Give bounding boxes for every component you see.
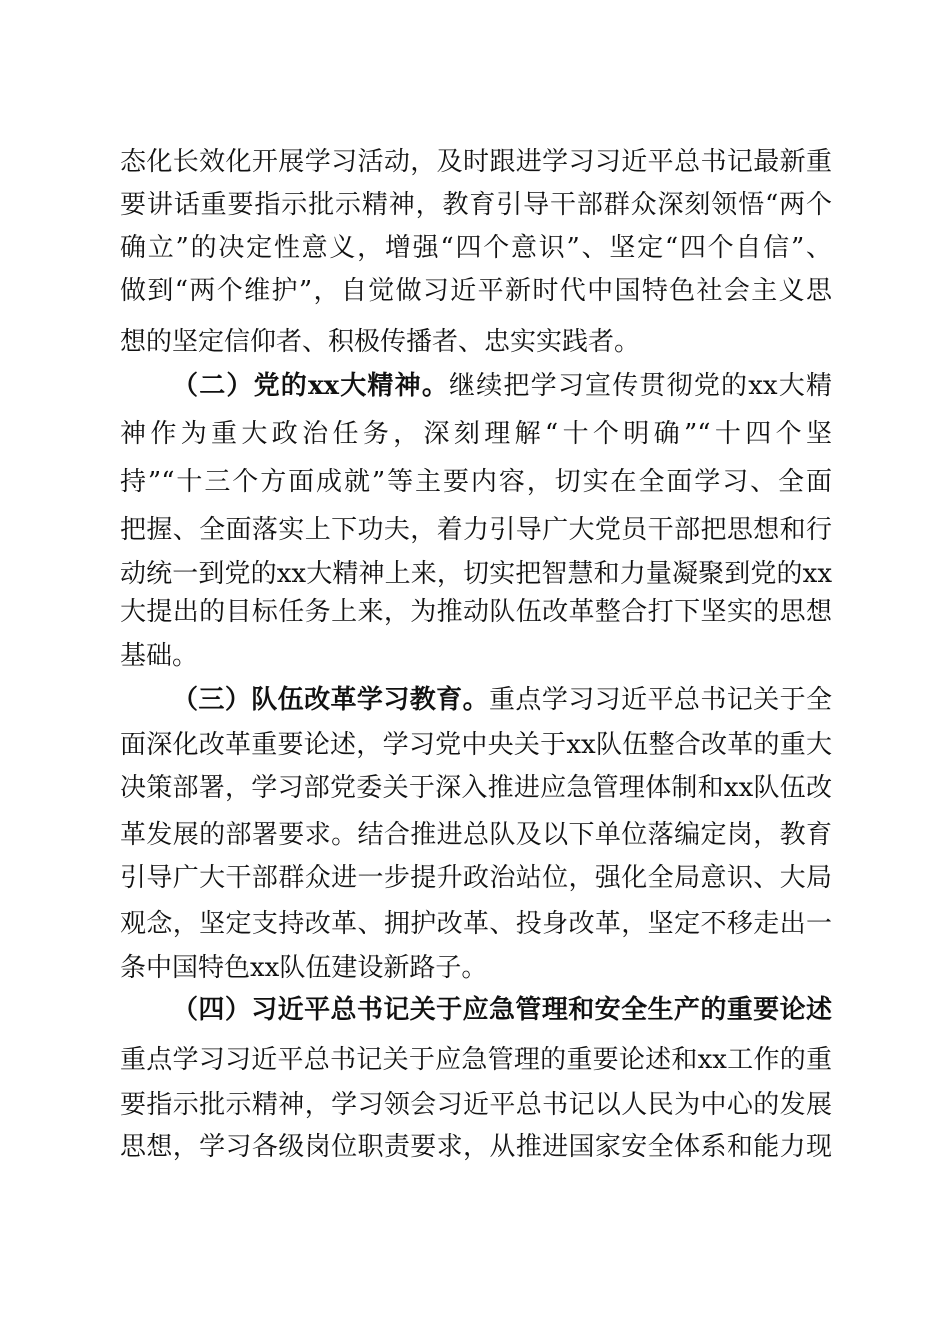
body-line: 确立”的决定性意义，增强“四个意识”、坚定“四个自信”、	[120, 233, 832, 263]
section-heading-2-text: 继续把学习宣传贯彻党的xx大精	[449, 371, 832, 401]
section-heading-2-line	[172, 366, 832, 406]
section-heading-2: （二）党的xx大精神。	[172, 371, 450, 401]
section-heading-3-line	[172, 680, 832, 720]
body-line: 大提出的目标任务上来，为推动队伍改革整合打下坚实的思想	[120, 597, 832, 627]
body-line: 态化长效化开展学习活动，及时跟进学习习近平总书记最新重	[120, 147, 832, 177]
body-line: 思想，学习各级岗位职责要求，从推进国家安全体系和能力现	[120, 1132, 832, 1162]
body-line: 引导广大干部群众进一步提升政治站位，强化全局意识、大局	[120, 863, 832, 893]
section-heading-3: （三）队伍改革学习教育。	[172, 685, 489, 715]
body-line: 革发展的部署要求。结合推进总队及以下单位落编定岗，教育	[120, 820, 832, 850]
body-line: 面深化改革重要论述，学习党中央关于xx队伍整合改革的重大	[120, 730, 832, 760]
body-line: 做到“两个维护”，自觉做习近平新时代中国特色社会主义思	[120, 276, 832, 306]
body-line: 重点学习习近平总书记关于应急管理的重要论述和xx工作的重	[120, 1045, 832, 1075]
section-heading-3-text: 重点学习习近平总书记关于全	[489, 685, 832, 715]
body-line: 持”“十三个方面成就”等主要内容，切实在全面学习、全面	[120, 467, 832, 497]
body-line: 把握、全面落实上下功夫，着力引导广大党员干部把思想和行	[120, 515, 832, 545]
body-line: 基础。	[120, 641, 199, 671]
body-line: 要讲话重要指示批示精神，教育引导干部群众深刻领悟“两个	[120, 190, 832, 220]
body-line: 条中国特色xx队伍建设新路子。	[120, 953, 488, 983]
section-heading-4-line	[172, 990, 832, 1030]
body-line: 动统一到党的xx大精神上来，切实把智慧和力量凝聚到党的xx	[120, 559, 832, 589]
body-line: 神作为重大政治任务，深刻理解“十个明确”“十四个坚	[120, 419, 832, 449]
body-line: 要指示批示精神，学习领会习近平总书记以人民为中心的发展	[120, 1090, 832, 1120]
section-heading-4: （四）习近平总书记关于应急管理和安全生产的重要论述	[172, 995, 832, 1025]
body-line: 决策部署，学习部党委关于深入推进应急管理体制和xx队伍改	[120, 773, 832, 803]
body-line: 观念，坚定支持改革、拥护改革、投身改革，坚定不移走出一	[120, 909, 832, 939]
body-line: 想的坚定信仰者、积极传播者、忠实实践者。	[120, 327, 641, 357]
